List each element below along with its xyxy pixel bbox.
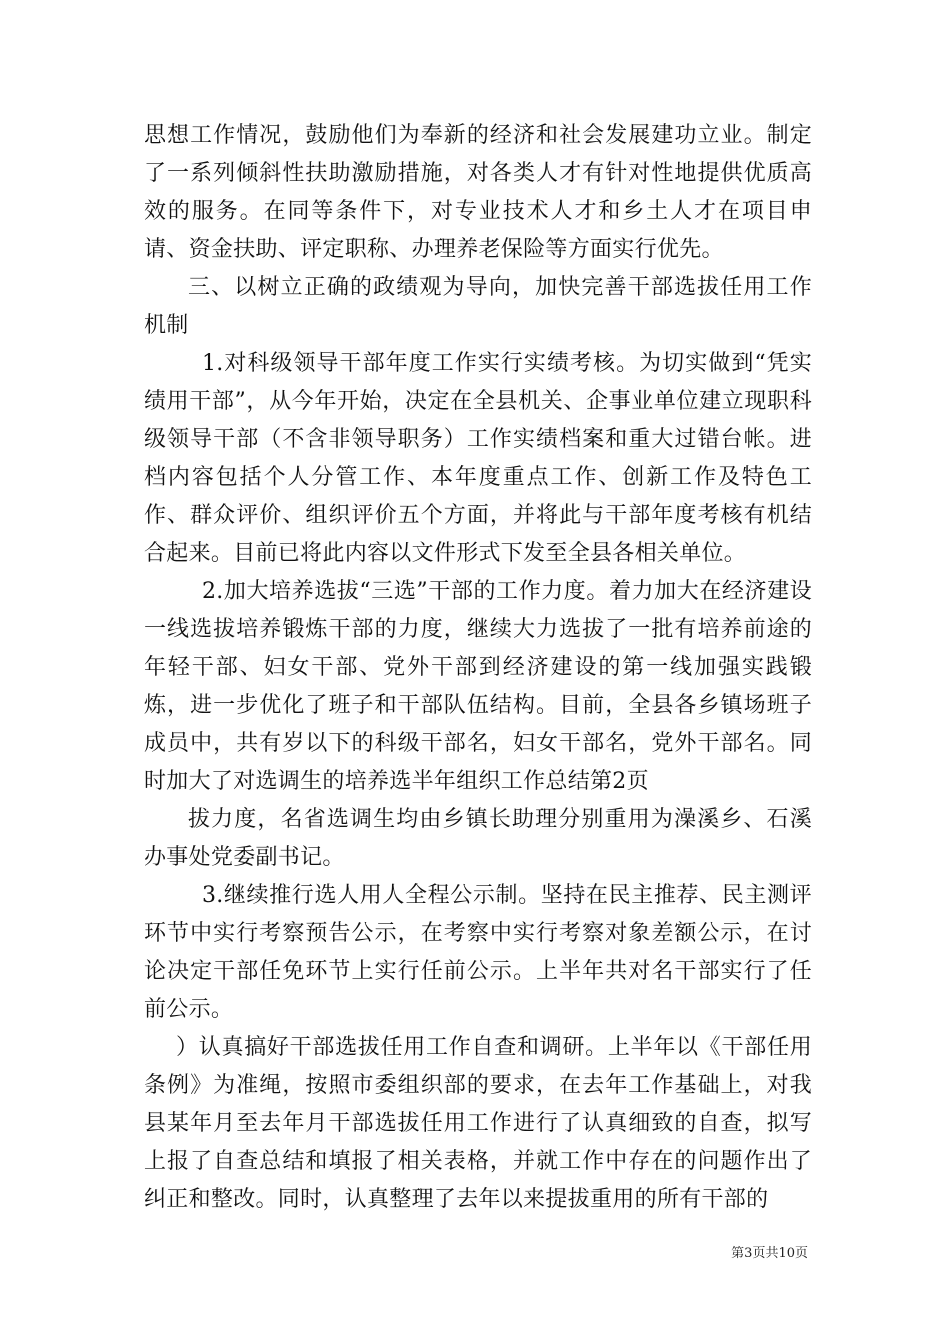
section-heading-three: 三、以树立正确的政绩观为导向，加快完善干部选拔任用工作机制 xyxy=(144,275,812,338)
page-number-footer: 第3页共10页 xyxy=(731,1246,808,1261)
paragraph-item-2-continued: 拔力度，名省选调生均由乡镇长助理分别重用为澡溪乡、石溪办事处党委副书记。 xyxy=(144,807,812,870)
paragraph-item-3: 3.继续推行选人用人全程公示制。坚持在民主推荐、民主测评环节中实行考察预告公示，在考察中实行考察对象差额公示，在讨论决定干部任免环节上实行任前公示。上半年共对名干部实行了任前公示。 xyxy=(144,883,812,1022)
paragraph-item-1: 1.对科级领导干部年度工作实行实绩考核。为切实做到“凭实绩用干部”，从今年开始，决定在全县机关、企事业单位建立现职科级领导干部（不含非领导职务）工作实绩档案和重大过错台帐。进档内容包括个人分管工作、本年度重点工作、创新工作及特色工作、群众评价、组织评价五个方面，并将此与干部年度考核有机结合起来。目前已将此内容以文件形式下发至全县各相关单位。 xyxy=(144,351,812,566)
paragraph-talent-services: 思想工作情况，鼓励他们为奉新的经济和社会发展建功立业。制定了一系列倾斜性扶助激励措施，对各类人才有针对性地提供优质高效的服务。在同等条件下，对专业技术人才和乡土人才在项目申请、资金扶助、评定职称、办理养老保险等方面实行优先。 xyxy=(144,123,812,262)
document-body xyxy=(144,117,812,1219)
paragraph-item-4: ）认真搞好干部选拔任用工作自查和调研。上半年以《干部任用条例》为准绳，按照市委组织部的要求，在去年工作基础上，对我县某年月至去年月干部选拔任用工作进行了认真细致的自查，拟写上报了自查总结和填报了相关表格，并就工作中存在的问题作出了纠正和整改。同时，认真整理了去年以来提拔重用的所有干部的 xyxy=(144,1035,812,1212)
paragraph-item-2: 2.加大培养选拔“三选”干部的工作力度。着力加大在经济建设一线选拔培养锻炼干部的力度，继续大力选拔了一批有培养前途的年轻干部、妇女干部、党外干部到经济建设的第一线加强实践锻炼，进一步优化了班子和干部队伍结构。目前，全县各乡镇场班子成员中，共有岁以下的科级干部名，妇女干部名，党外干部名。同时加大了对选调生的培养选半年组织工作总结第2页 xyxy=(144,579,812,794)
